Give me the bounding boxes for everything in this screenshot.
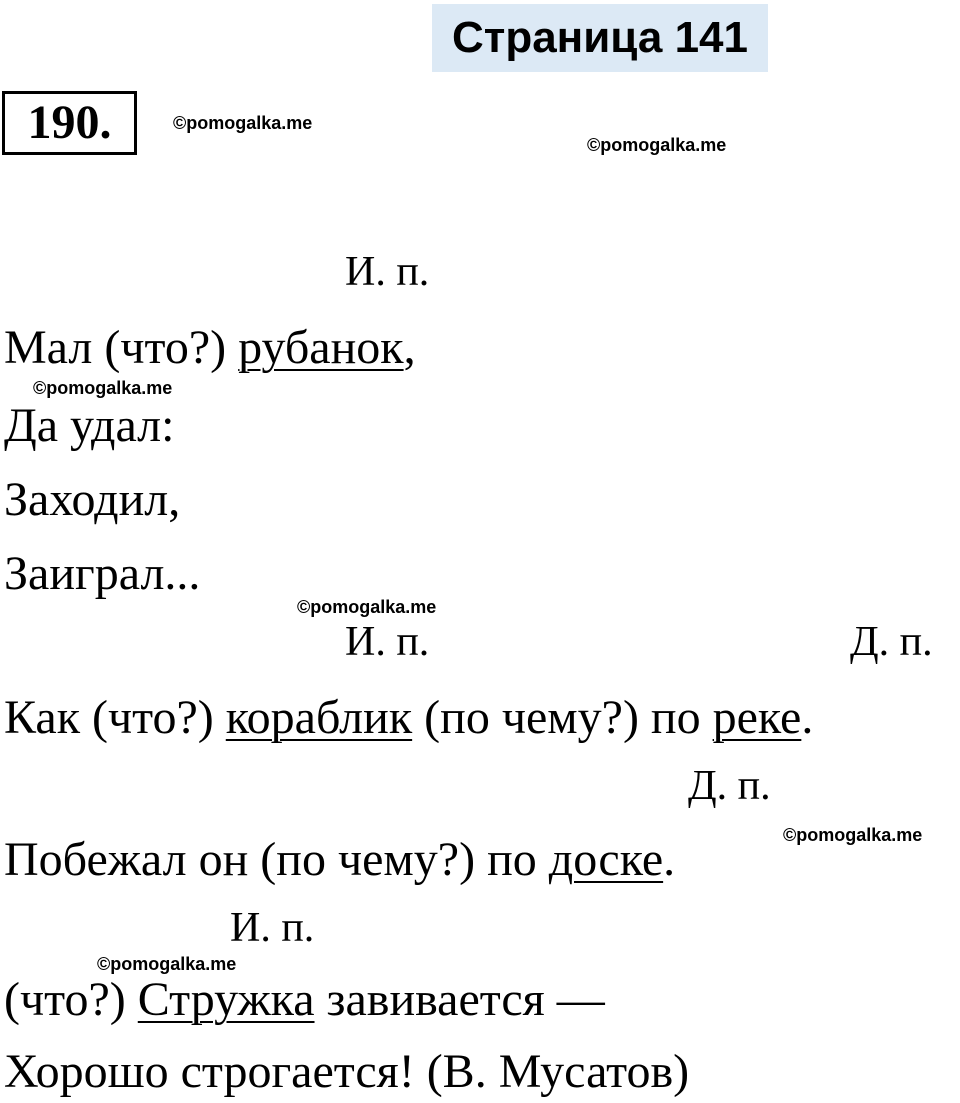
underlined-noun: кораблик: [225, 691, 413, 744]
case-label-dative: Д. п.: [850, 619, 933, 665]
poem-line-7: [4, 972, 605, 1028]
poem-text: Как (что?): [4, 691, 226, 744]
case-label-nominative: И. п.: [345, 249, 430, 295]
poem-text: завивается —: [314, 973, 605, 1026]
poem-text: .: [663, 833, 676, 886]
watermark: ©pomogalka.me: [297, 597, 437, 617]
poem-text: (что?): [4, 973, 138, 1026]
poem-text: (по чему?) по: [412, 691, 713, 744]
poem-line-4: Заиграл...: [4, 547, 201, 600]
poem-line-6: [4, 832, 675, 888]
watermark: ©pomogalka.me: [97, 954, 237, 974]
underlined-noun: рубанок: [238, 321, 404, 374]
poem-line-8: Хорошо строгается! (В. Мусатов): [4, 1045, 690, 1098]
case-label-nominative: И. п.: [345, 619, 430, 665]
underlined-noun: реке: [712, 691, 802, 744]
underlined-noun: Стружка: [137, 973, 315, 1026]
poem-line-2: Да удал:: [4, 399, 175, 452]
case-label-dative: Д. п.: [688, 763, 771, 809]
watermark: ©pomogalka.me: [783, 825, 923, 845]
poem-line-1: [4, 320, 416, 376]
poem-text: Мал (что?): [4, 321, 239, 374]
watermark: ©pomogalka.me: [33, 378, 173, 398]
underlined-noun: доске: [548, 833, 664, 886]
poem-text: Побежал он (по чему?) по: [4, 833, 549, 886]
watermark: ©pomogalka.me: [173, 113, 313, 133]
poem-line-5: [4, 690, 813, 746]
page-title: Страница 141: [432, 4, 768, 72]
case-label-nominative: И. п.: [230, 905, 315, 951]
poem-text: .: [801, 691, 814, 744]
watermark: ©pomogalka.me: [587, 135, 727, 155]
poem-line-3: Заходил,: [4, 473, 181, 526]
poem-text: ,: [403, 321, 416, 374]
task-number: 190.: [2, 91, 137, 155]
